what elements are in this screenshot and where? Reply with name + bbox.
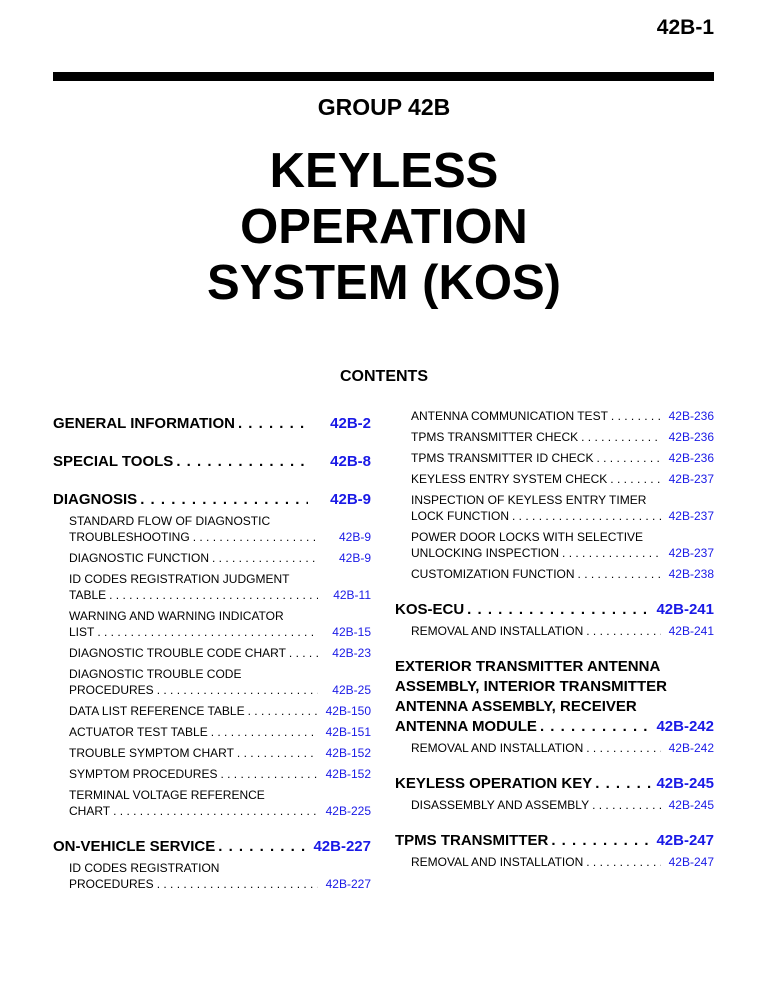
toc-entry-title: TPMS TRANSMITTER CHECK [411,430,579,444]
toc-entry-title: KEYLESS OPERATION KEY [395,775,593,792]
toc-entry[interactable] [395,623,714,639]
toc-entry-line [395,566,714,582]
toc-entry-title: DIAGNOSTIC FUNCTION [69,551,209,565]
toc-entry-line [53,876,371,892]
dot-leader [140,490,308,510]
toc-entry-line [53,766,371,782]
dot-leader [289,645,318,661]
dot-leader [578,566,661,582]
toc-entry-line [53,587,371,603]
toc-page-link[interactable]: 42B-11 [333,588,371,602]
toc-entry-title-line: ID CODES REGISTRATION [69,861,220,875]
toc-page-link[interactable]: 42B-9 [338,551,371,565]
dot-leader [218,837,308,857]
toc-entry-title: REMOVAL AND INSTALLATION [411,741,584,755]
toc-entry[interactable] [53,550,371,566]
toc-entry-line [53,837,371,857]
toc-entry-line [53,724,371,740]
toc-entry[interactable] [53,787,371,819]
toc-entry-title-line: DIAGNOSTIC TROUBLE CODE [69,667,242,681]
toc-entry-line [395,854,714,870]
toc-page-link[interactable]: 42B-237 [668,472,714,486]
dot-leader [586,740,661,756]
toc-entry[interactable] [53,766,371,782]
toc-entry-title: ACTUATOR TEST TABLE [69,725,208,739]
dot-leader [540,717,651,737]
toc-page-link[interactable]: 42B-236 [668,451,714,465]
toc-entry-title-line: TERMINAL VOLTAGE REFERENCE [69,788,265,802]
toc-entry-line [53,803,371,819]
toc-entry-line [53,550,371,566]
toc-entry-line [395,717,714,737]
dot-leader [220,766,318,782]
toc-entry-line [395,450,714,466]
toc-page-link[interactable]: 42B-225 [325,804,371,818]
toc-entry-line [395,408,714,424]
toc-entry[interactable] [395,492,714,524]
toc-left-column [53,408,371,892]
toc-entry-line [395,471,714,487]
toc-entry-line [395,600,714,620]
toc-entry-title-line: INSPECTION OF KEYLESS ENTRY TIMER [411,493,647,507]
toc-page-link[interactable]: 42B-227 [313,838,371,855]
dot-leader [611,408,661,424]
toc-entry-title: TPMS TRANSMITTER ID CHECK [411,451,594,465]
toc-entry-line [53,645,371,661]
title-line: OPERATION [240,200,528,254]
toc-entry[interactable] [53,513,371,545]
dot-leader [211,724,318,740]
title-line: KEYLESS [269,144,499,198]
dot-leader [595,774,651,794]
toc-page-link[interactable]: 42B-245 [668,798,714,812]
toc-page-link[interactable]: 42B-152 [325,767,371,781]
toc-entry-line [395,774,714,794]
toc-entry-title: PROCEDURES [69,683,154,697]
toc-entry-title: SPECIAL TOOLS [53,453,174,470]
toc-entry-line [395,797,714,813]
toc-entry[interactable] [53,724,371,740]
dot-leader [176,452,308,472]
dot-leader [610,471,661,487]
toc-entry[interactable] [395,831,714,851]
dot-leader [592,797,661,813]
toc-entry[interactable] [53,414,371,434]
dot-leader [596,450,661,466]
toc-entry[interactable] [395,450,714,466]
toc-page-link[interactable]: 42B-151 [325,725,371,739]
toc-entry-title-line: WARNING AND WARNING INDICATOR [69,609,284,623]
toc-entry[interactable] [53,452,371,472]
toc-page-link[interactable]: 42B-241 [656,601,714,618]
toc-page-link[interactable]: 42B-237 [668,509,714,523]
toc-entry-title: SYMPTOM PROCEDURES [69,767,218,781]
toc-entry[interactable] [53,837,371,857]
toc-page-link[interactable]: 42B-8 [330,453,371,470]
toc-entry-title: DISASSEMBLY AND ASSEMBLY [411,798,590,812]
dot-leader [581,429,661,445]
toc-page-link[interactable]: 42B-23 [332,646,371,660]
toc-page-link[interactable]: 42B-150 [325,704,371,718]
dot-leader [512,508,661,524]
toc-entry-line [53,529,371,545]
toc-entry[interactable] [53,645,371,661]
toc-entry-line [53,624,371,640]
dot-leader [467,600,651,620]
toc-entry-line [53,490,371,510]
toc-entry-title-line: ANTENNA ASSEMBLY, RECEIVER [395,698,637,715]
toc-entry-title: REMOVAL AND INSTALLATION [411,624,584,638]
toc-page-link[interactable]: 42B-238 [668,567,714,581]
toc-entry[interactable] [53,745,371,761]
toc-page-link[interactable]: 42B-241 [668,624,714,638]
toc-entry-title: TABLE [69,588,107,602]
page-number: 42B-1 [656,16,714,39]
toc-entry-title-line: EXTERIOR TRANSMITTER ANTENNA [395,658,661,675]
toc-entry[interactable] [53,571,371,603]
toc-entry-title: REMOVAL AND INSTALLATION [411,855,584,869]
toc-right-column [395,408,714,870]
toc-entry-line [395,429,714,445]
toc-entry[interactable] [395,429,714,445]
toc-entry-line [53,745,371,761]
dot-leader [97,624,318,640]
toc-entry-line [395,623,714,639]
toc-entry-line [53,682,371,698]
toc-entry[interactable] [53,860,371,892]
toc-entry-title-line: ID CODES REGISTRATION JUDGMENT [69,572,290,586]
toc-entry-title: CHART [69,804,111,818]
dot-leader [551,831,651,851]
toc-entry-title: TROUBLE SYMPTOM CHART [69,746,234,760]
toc-entry-title: PROCEDURES [69,877,154,891]
toc-entry-title: DIAGNOSIS [53,491,138,508]
dot-leader [248,703,318,719]
toc-page-link[interactable]: 42B-9 [330,491,371,508]
toc-page-link[interactable]: 42B-236 [668,430,714,444]
toc-entry[interactable] [395,471,714,487]
dot-leader [193,529,318,545]
header-rule [53,72,714,81]
toc-entry-title: CUSTOMIZATION FUNCTION [411,567,575,581]
toc-entry-title: ON-VEHICLE SERVICE [53,838,216,855]
toc-entry-title: GENERAL INFORMATION [53,415,235,432]
toc-entry-line [53,703,371,719]
toc-entry-line [53,414,371,434]
toc-entry-line [395,545,714,561]
toc-page-link[interactable]: 42B-247 [668,855,714,869]
toc-entry-title: ANTENNA MODULE [395,718,537,735]
toc-page-link[interactable]: 42B-237 [668,546,714,560]
toc-entry-title-line: ASSEMBLY, INTERIOR TRANSMITTER [395,678,667,695]
dot-leader [157,682,318,698]
toc-entry-title-line: STANDARD FLOW OF DIAGNOSTIC [69,514,271,528]
toc-page-link[interactable]: 42B-247 [656,832,714,849]
toc-page-link[interactable]: 42B-236 [668,409,714,423]
toc-entry[interactable] [53,608,371,640]
toc-entry[interactable] [395,740,714,756]
toc-entry-title: ANTENNA COMMUNICATION TEST [411,409,608,423]
toc-entry-title: KEYLESS ENTRY SYSTEM CHECK [411,472,608,486]
toc-entry[interactable] [395,566,714,582]
document-title [0,143,768,311]
dot-leader [109,587,318,603]
toc-entry[interactable] [395,774,714,794]
dot-leader [113,803,318,819]
toc-page-link[interactable]: 42B-2 [330,415,371,432]
toc-entry[interactable] [53,490,371,510]
toc-entry-line [395,831,714,851]
contents-heading: CONTENTS [340,368,428,385]
dot-leader [212,550,318,566]
toc-entry[interactable] [53,666,371,698]
toc-entry-line [53,452,371,472]
dot-leader [562,545,661,561]
dot-leader [237,745,318,761]
group-label: GROUP 42B [317,94,451,120]
dot-leader [586,854,661,870]
toc-entry[interactable] [395,854,714,870]
toc-entry[interactable] [395,600,714,620]
toc-entry-title: TPMS TRANSMITTER [395,832,549,849]
toc-entry-title: KOS-ECU [395,601,465,618]
toc-entry-title: LIST [69,625,95,639]
toc-entry[interactable] [53,703,371,719]
toc-page-link[interactable]: 42B-152 [325,746,371,760]
toc-entry[interactable] [395,408,714,424]
toc-page-link[interactable]: 42B-9 [338,530,371,544]
toc-entry-title: DATA LIST REFERENCE TABLE [69,704,245,718]
toc-page-link[interactable]: 42B-242 [656,718,714,735]
toc-entry[interactable] [395,529,714,561]
toc-entry-title: DIAGNOSTIC TROUBLE CODE CHART [69,646,286,660]
toc-entry[interactable] [395,797,714,813]
toc-entry[interactable] [395,657,714,737]
dot-leader [157,876,318,892]
toc-page-link[interactable]: 42B-227 [325,877,371,891]
toc-page-link[interactable]: 42B-242 [668,741,714,755]
title-line: SYSTEM (KOS) [207,256,561,310]
toc-entry-title-line: POWER DOOR LOCKS WITH SELECTIVE [411,530,644,544]
toc-page-link[interactable]: 42B-25 [332,683,371,697]
toc-entry-title: TROUBLESHOOTING [69,530,190,544]
toc-entry-line [395,740,714,756]
toc-entry-title: UNLOCKING INSPECTION [411,546,560,560]
toc-entry-title: LOCK FUNCTION [411,509,510,523]
dot-leader [238,414,308,434]
toc-page-link[interactable]: 42B-245 [656,775,714,792]
toc-entry-line [395,508,714,524]
dot-leader [586,623,661,639]
toc-page-link[interactable]: 42B-15 [332,625,371,639]
